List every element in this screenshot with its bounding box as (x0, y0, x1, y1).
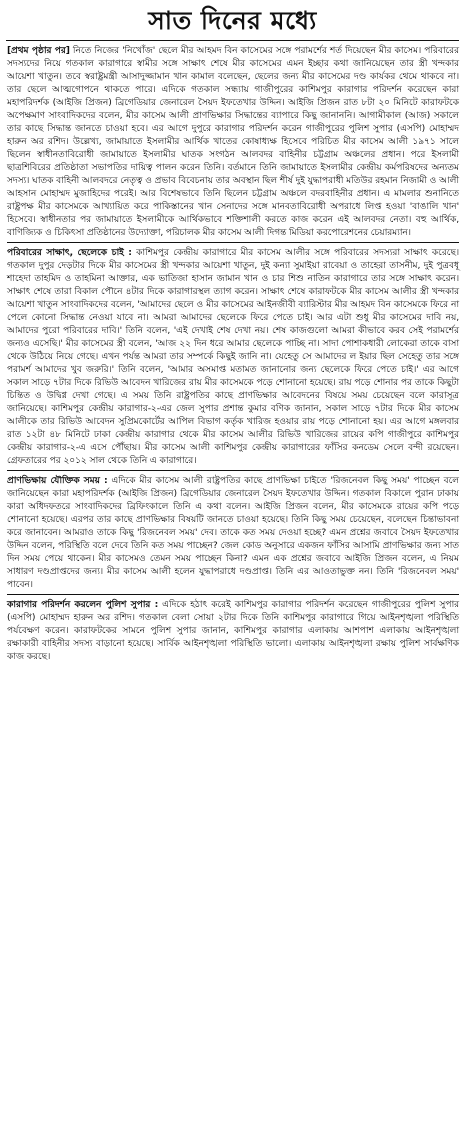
mercy-text: এদিকে মীর কাসেম আলী রাষ্ট্রপতির কাছে প্রাণভিক্ষা চাইতে 'রিজনেবল কিছু সময়' পাচ্ছেন বলে জানিয়েছেন কারা মহাপরিদর্শক (আইজি প্রিজন) ব্রিগেডিয়ার জেনারেল সৈয়দ ইফতেখার উদ্দিন। গতকাল বিকালে পুরান ঢাকায় কারা অধিদফতরে সাংবাদিকদের ব্রিফিংকালে তিনি এ কথা বলেন। আইজি প্রিজন বলেন, মীর কাসেমকে রায়ের কপি পড়ে শোনানো হয়েছে। এরপর তার কাছে প্রাণভিক্ষার বিষয়টি জানতে চাওয়া হয়েছে। তিনি কিছু সময় চেয়েছেন, বলেছেন চিন্তাভাবনা করে জানাবেন। আমরাও তাকে কিছু 'রিজনেবল সময়' দেব। তাকে কত সময় দেওয়া হচ্ছে? এমন প্রশ্নের জবাবে সৈয়দ ইফতেখার উদ্দিন বলেন, পরিস্থিতি বলে দেবে তিনি কত সময় পাচ্ছেন? জেল কোড অনুসারে একজন ফাঁসির আসামি প্রাণভিক্ষার জন্য সাত দিন সময় পেয়ে থাকেন। মীর কাসেমও তেমন সময় পাচ্ছেন কিনা? এমন এক প্রশ্নের জবাবে আইজি প্রিজন বলেন, এ নিয়ম সাধারণ দণ্ডপ্রাপ্তদের জন্য। মীর কাসেম আলী হলেন যুদ্ধাপরাধে দণ্ডপ্রাপ্ত। তিনি এর আওতাভুক্ত নন। তিনি 'রিজনেবল সময়' পাবেন। (7, 475, 459, 590)
section-divider (7, 242, 459, 243)
headline-rule (6, 40, 459, 41)
continuation-marker: [প্রথম পৃষ্ঠার পর] (7, 45, 70, 56)
section-divider (7, 470, 459, 471)
intro-text: নিতে নিজের 'নিখোঁজ' ছেলে মীর আহমদ বিন কাসেমের সঙ্গে পরামর্শের শর্ত দিয়েছেন মীর কাসেম। পরিবারের সদস্যদের নিয়ে গতকাল কারাগারে স্বামীর সঙ্গে সাক্ষাৎ শেষে মীর কাসেমের এমন ইচ্ছার কথা জানিয়েছেন তার স্ত্রী খন্দকার আয়েশা খাতুন। তবে স্বরাষ্ট্রমন্ত্রী আসাদুজ্জামান খান কামাল বলেছেন, ছেলের জন্য মীর কাসেমের দণ্ড কার্যকর থেমে থাকবে না। তার ছেলে আত্মগোপনে থাকতে পারে। এদিকে গতকাল সন্ধ্যায় গাজীপুরের কাশিমপুর কারাগার পরিদর্শন করেছেন কারা মহাপরিদর্শক (আইজি প্রিজন) ব্রিগেডিয়ার জেনারেল সৈয়দ ইফতেখার উদ্দিন। আইজি প্রিজন রাত ৮টা ২০ মিনিটে কারাফটকে অপেক্ষমাণ সাংবাদিকদের বলেন, মীর কাসেম আলী প্রাণভিক্ষার সিদ্ধান্তের ব্যাপারে কিছু জানাননি। আগামীকাল (আজ) সকালে তার কাছে সিদ্ধান্ত জানতে চাওয়া হবে। এর আগে দুপুরে কারাগার পরিদর্শন করেন গাজীপুরের পুলিশ সুপার (এসপি) মোহাম্মদ হারুন অর রশিদ। উল্লেখ্য, জামায়াতে ইসলামীর আর্থিক খাতের কোষাধ্যক্ষ হিসেবে পরিচিত মীর কাসেম আলী ১৯৭১ সালে ছিলেন স্বাধীনতাবিরোধী জামায়াতে ইসলামীর ঘাতক সংগঠন আলবদর বাহিনীর চট্টগ্রাম অঞ্চলের প্রধান। পরে ইসলামী ছাত্রশিবিরের প্রতিষ্ঠাতা সভাপতির দায়িত্ব পালন করেন তিনি। বর্তমানে তিনি জামায়াতে ইসলামীর কেন্দ্রীয় কর্মপরিষদের অন্যতম সদস্য। ঘাতক বাহিনী আলবদরে নেতৃত্ব ও প্রভাব বিবেচনায় তার অবস্থান ছিল শীর্ষ দুই যুদ্ধাপরাধী মতিউর রহমান নিজামী ও আলী আহসান মোহাম্মদ মুজাহিদের পরেই। আর বিশেষভাবে তিনি ছিলেন চট্টগ্রাম অঞ্চলে বদরবাহিনীর প্রধান। এ মামলার শুনানিতে রাষ্ট্রপক্ষ মীর কাসেমকে আখ্যায়িত করে পাকিস্তানের খান সেনাদের সঙ্গে মানবতাবিরোধী অপরাধে লিপ্ত হওয়া 'বাঙালি খান' হিসেবে। স্বাধীনতার পর জামায়াতে ইসলামীকে আর্থিকভাবে শক্তিশালী করতে কাজ করেন এই আলবদর নেতা। বহু আর্থিক, বাণিজ্যিক ও চিকিৎসা প্রতিষ্ঠানের উদ্যোক্তা, পরিচালক মীর কাসেম আলী দিগন্ত মিডিয়া করপোরেশনের চেয়ারম্যান। (7, 45, 459, 238)
family-subheading: পরিবারের সাক্ষাৎ, ছেলেকে চাই : (7, 247, 132, 258)
police-paragraph (7, 598, 459, 663)
article-body (0, 44, 465, 663)
mercy-paragraph (7, 474, 459, 591)
family-paragraph (7, 246, 459, 467)
family-text: কাশিমপুর কেন্দ্রীয় কারাগারে মীর কাসেম আলীর সঙ্গে পরিবারের সদস্যরা সাক্ষাৎ করেছে। গতকাল দুপুর দেড়টার দিকে মীর কাসেমের স্ত্রী খন্দকার আয়েশা খাতুন, দুই কন্যা সুমাইয়া রাবেয়া ও তাহেরা তাসনীম, দুই পুত্রবধূ শাহেদা তাহমিদ ও তাহমিনা আক্তার, এক ভাতিজা হাসান জামান খান ও চার শিশু নাতিন কারাগারে তার সঙ্গে সাক্ষাৎ করেন। সাক্ষাৎ শেষে তারা বিকাল পৌনে ৪টার দিকে কারাগারস্থল ত্যাগ করেন। সাক্ষাৎ শেষে কারাফটকে মীর কাসেম আলীর স্ত্রী খন্দকার আয়েশা খাতুন সাংবাদিকদের বলেন, 'আমাদের ছেলে ও মীর কাসেমের আইনজীবী ব্যারিস্টার মীর আহমদ বিন কাসেমকে ফিরে না পেলে কোনো সিদ্ধান্ত নেওয়া যাবে না। আমরা আমাদের ছেলেকে ফিরে পেতে চাই। আর এটা শুধু মীর কাসেমের দাবি নয়, আমাদের পুরো পরিবারের দাবি।' তিনি বলেন, 'এই দেখাই শেষ দেখা নয়। শেষ কাজগুলো আমরা কীভাবে করব সেই পরামর্শের জন্যও এসেছি।' মীর কাসেমের স্ত্রী বলেন, 'আজ ২২ দিন ধরে আমার ছেলেকে পাচ্ছি না। সাদা পোশাকধারী লোকেরা তাকে বাসা থেকে উঠিয়ে নিয়ে গেছে। এখন পর্যন্ত আমরা তার সম্পর্কে কিছুই জানি না। যেহেতু সে আমাদের ল ইয়ার ছিল সেহেতু তার সঙ্গে পরামর্শ আমাদের খুব জরুরি।' তিনি বলেন, 'আমার অসমাপ্ত মতামত জানানোর জন্য ছেলেকে ফিরে পেতে চাই।' এর আগে সকাল সাড়ে ৭টার দিকে রিভিউ আবেদন খারিজের রায় মীর কাসেমকে পড়ে শোনানো হয়েছে। রায় পড়ে শোনার পর তাকে কিছুটা চিন্তিত ও উদ্বিগ্ন দেখা গেছে। এ সময় তিনি রাষ্ট্রপতির কাছে প্রাণভিক্ষার আবেদনের বিষয়ে সময় চেয়েছেন বলে কারাসূত্র জানিয়েছে। কাশিমপুর কেন্দ্রীয় কারাগার-২-এর জেল সুপার প্রশান্ত কুমার বণিক জানান, সকাল সাড়ে ৭টার দিকে মীর কাসেম আলীকে তার রিভিউ আবেদন সুপ্রিমকোর্টের আপিল বিভাগ কর্তৃক খারিজ হওয়ার রায় পড়ে শোনানো হয়। এর আগে মঙ্গলবার রাত ১২টা ৪৮ মিনিটে ঢাকা কেন্দ্রীয় কারাগার থেকে মীর কাসেম আলীর রিভিউ খারিজের রায়ের কপি গাজীপুরে কাশিমপুর কেন্দ্রীয় কারাগার-২-এ এসে পৌঁছায়। মীর কাসেম আলী কাশিমপুর কেন্দ্রীয় কারাগারের ফাঁসির কনডেম সেলে বন্দী রয়েছেন। গ্রেফতারের পর ২০১২ সাল থেকে তিনি এ কারাগারে। (7, 247, 459, 466)
intro-paragraph (7, 44, 459, 239)
police-subheading: কারাগার পরিদর্শন করলেন পুলিশ সুপার : (7, 599, 159, 610)
headline: সাত দিনের মধ্যে (148, 6, 317, 35)
police-text: এদিকে হঠাৎ করেই কাশিমপুর কারাগার পরিদর্শন করেছেন গাজীপুরের পুলিশ সুপার (এসপি) মোহাম্মদ হারুন অর রশিদ। গতকাল বেলা সোয়া ২টার দিকে তিনি কাশিমপুর কারাগারে গিয়ে আইনশৃঙ্খলা পরিস্থিতি পর্যবেক্ষণ করেন। কারাফটকের সামনে পুলিশ সুপার জানান, কাশিমপুর কারাগার এলাকায় আশপাশ এলাকায় আইনশৃঙ্খলা রক্ষাকারী বাহিনীর সদস্য বাড়ানো হয়েছে। সার্বিক আইনশৃঙ্খলা পরিস্থিতি ভালো। এলাকায় আইনশৃঙ্খলা রক্ষায় পুলিশ সার্বক্ষণিক কাজ করছে। (7, 599, 459, 662)
section-divider (7, 594, 459, 595)
mercy-subheading: প্রাণভিক্ষায় যৌক্তিক সময় : (7, 475, 108, 486)
